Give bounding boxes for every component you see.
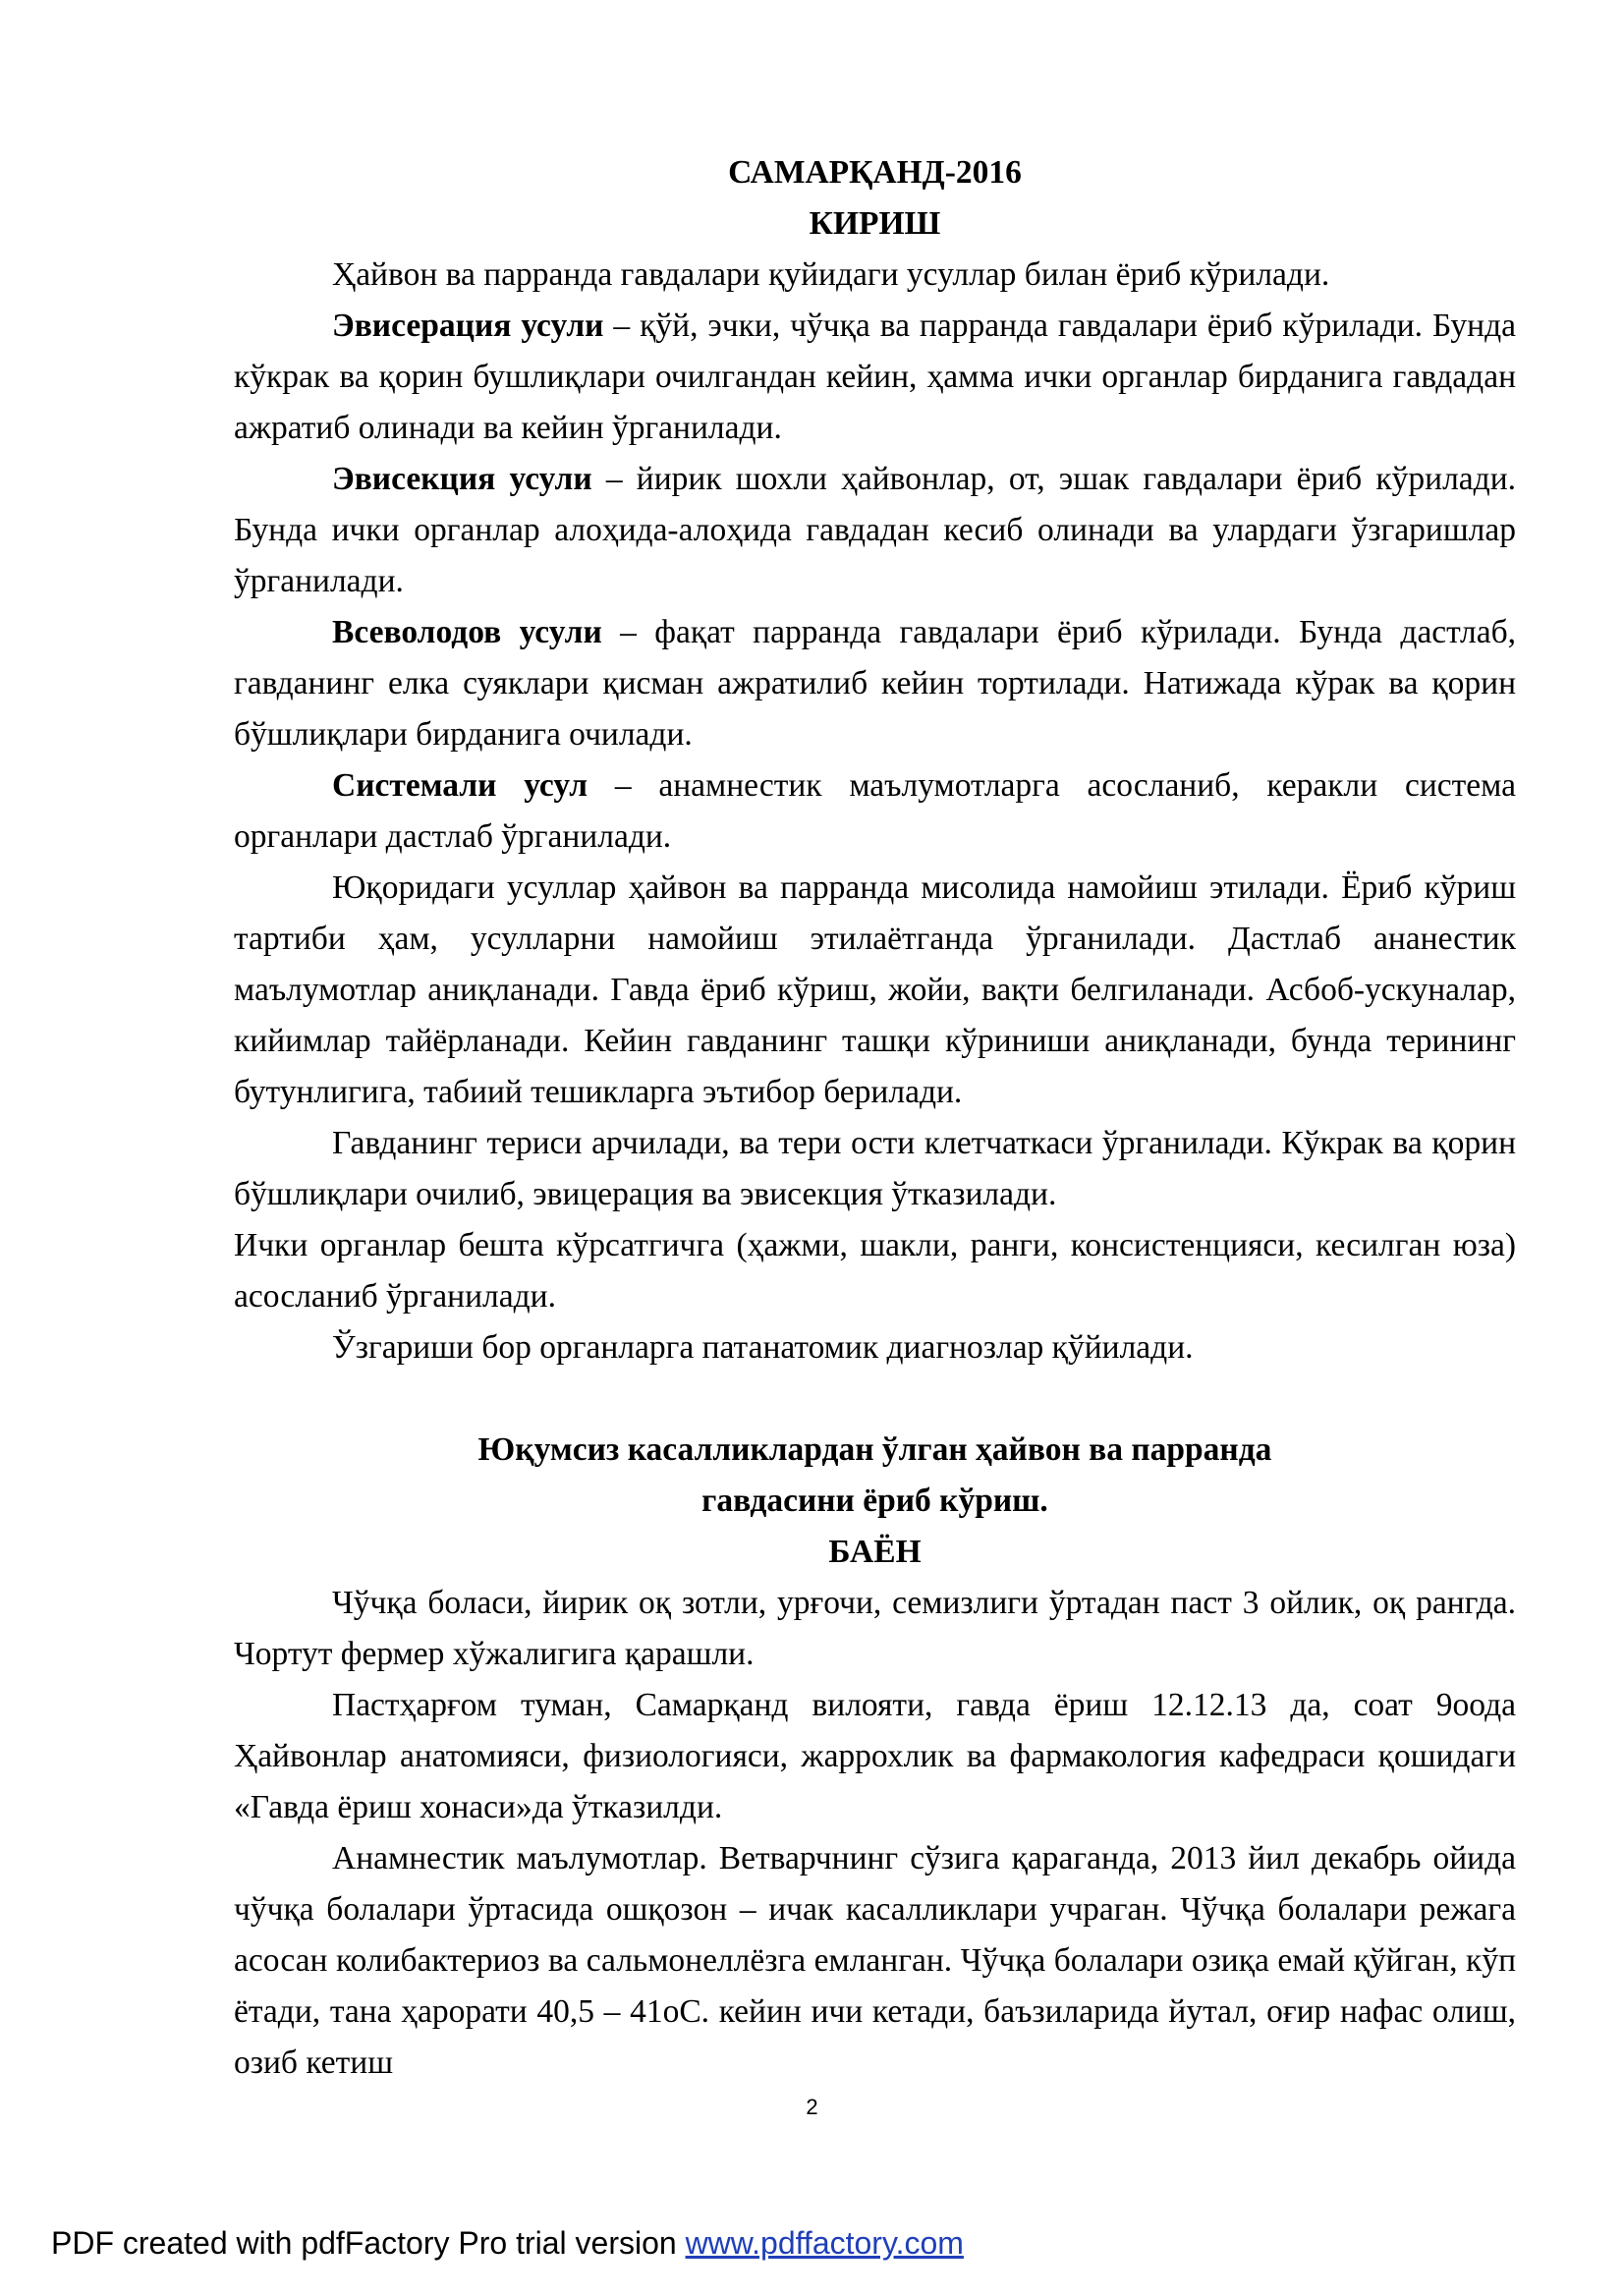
paragraph-6: Юқоридаги усуллар ҳайвон ва парранда мисолида намойиш этилади. Ёриб кўриш тартиби ҳам, усулларни намойиш этилаётганда ўрганилади. Дастлаб ананестик маълумотлар аниқланади. Гавда ёриб кўриш, жойи, вақти белгиланади. Асбоб-ускуналар, кийимлар тайёрланади. Кейин гавданинг ташқи кўриниши аниқланади, бунда терининг бутунлигига, табиий тешикларга эътибор берилади.	[234, 869, 1516, 1110]
paragraph-7: Гавданинг териси арчилади, ва тери ости клетчаткаси ўрганилади. Кўкрак ва қорин бўшлиқлари очилиб, эвицерация ва эвисекция ўтказилади.	[234, 1125, 1516, 1212]
section-title-line-1: Юқумсиз касалликлардан ўлган ҳайвон ва парранда	[477, 1431, 1272, 1468]
city-year-heading: САМАРҚАНД-2016	[728, 154, 1022, 191]
paragraph-2-text: – қўй, эчки, чўчқа ва парранда гавдалари ёриб кўрилади. Бунда кўкрак ва қорин бушлиқлари очилгандан кейин, ҳамма ички органлар бирданига гавдадан ажратиб олинади ва кейин ўрганилади.	[234, 308, 1516, 446]
term-vsevolodov: Всеволодов усули	[332, 614, 602, 650]
footer-link[interactable]: www.pdffactory.com	[685, 2225, 964, 2261]
paragraph-5-text: – анамнестик маълумотларга асосланиб, керакли система органлари дастлаб ўрганилади.	[234, 767, 1516, 855]
paragraph-4-text: – фақат парранда гавдалари ёриб кўрилади. Бунда дастлаб, гавданинг елка суяклари қисман ажратилиб кейин тортилади. Натижада кўрак ва қорин бўшлиқлари бирданига очилади.	[234, 614, 1516, 753]
section-title-line-2: гавдасини ёриб кўриш.	[701, 1483, 1048, 1519]
term-evisection: Эвисекция усули	[332, 461, 592, 497]
section-subtitle: БАЁН	[828, 1534, 922, 1570]
paragraph-4	[234, 607, 1516, 760]
term-eviseration: Эвисерация усули	[332, 308, 604, 344]
paragraph-3-text: – йирик шохли ҳайвонлар, от, эшак гавдалари ёриб кўрилади. Бунда ички органлар алоҳида-алоҳида гавдадан кесиб олинади ва улардаги ўзгаришлар ўрганилади.	[234, 461, 1517, 599]
section-gap	[234, 1373, 1516, 1425]
pdf-footer	[51, 2225, 964, 2262]
paragraph-10: Чўчқа боласи, йирик оқ зотли, урғочи, семизлиги ўртадан паст 3 ойлик, оқ рангда. Чортут фермер хўжалигига қарашли.	[234, 1585, 1516, 1672]
footer-text: PDF created with pdfFactory Pro trial version	[51, 2225, 686, 2261]
paragraph-5	[234, 760, 1516, 863]
paragraph-1: Ҳайвон ва парранда гавдалари қуйидаги усуллар билан ёриб кўрилади.	[332, 256, 1330, 293]
paragraph-2	[234, 301, 1516, 454]
document-page	[234, 147, 1516, 2089]
paragraph-3	[234, 454, 1516, 607]
paragraph-9: Ўзгариши бор органларга патанатомик диагнозлар қўйилади.	[332, 1329, 1194, 1366]
page-number: 2	[806, 2095, 818, 2119]
intro-title: КИРИШ	[809, 205, 941, 242]
term-systematic: Системали усул	[332, 767, 588, 804]
paragraph-8: Ички органлар бешта кўрсатгичга (ҳажми, шакли, ранги, консистенцияси, кесилган юза) асосланиб ўрганилади.	[234, 1227, 1516, 1315]
paragraph-12: Анамнестик маълумотлар. Ветварчнинг сўзига қараганда, 2013 йил декабрь ойида чўчқа болалари ўртасида ошқозон – ичак касалликлари учраган. Чўчқа болалари режага асосан колибактериоз ва сальмонеллёзга емланган. Чўчқа болалари озиқа емай қўйган, кўп ётади, тана ҳарорати 40,5 – 41оС. кейин ичи кетади, баъзиларида йутал, оғир нафас олиш, озиб кетиш	[234, 1840, 1516, 2081]
paragraph-11: Пастҳарғом туман, Самарқанд вилояти, гавда ёриш 12.12.13 да, соат 9оода Ҳайвонлар анатомияси, физиологияси, жаррохлик ва фармакология кафедраси қошидаги «Гавда ёриш хонаси»да ўтказилди.	[234, 1687, 1516, 1825]
